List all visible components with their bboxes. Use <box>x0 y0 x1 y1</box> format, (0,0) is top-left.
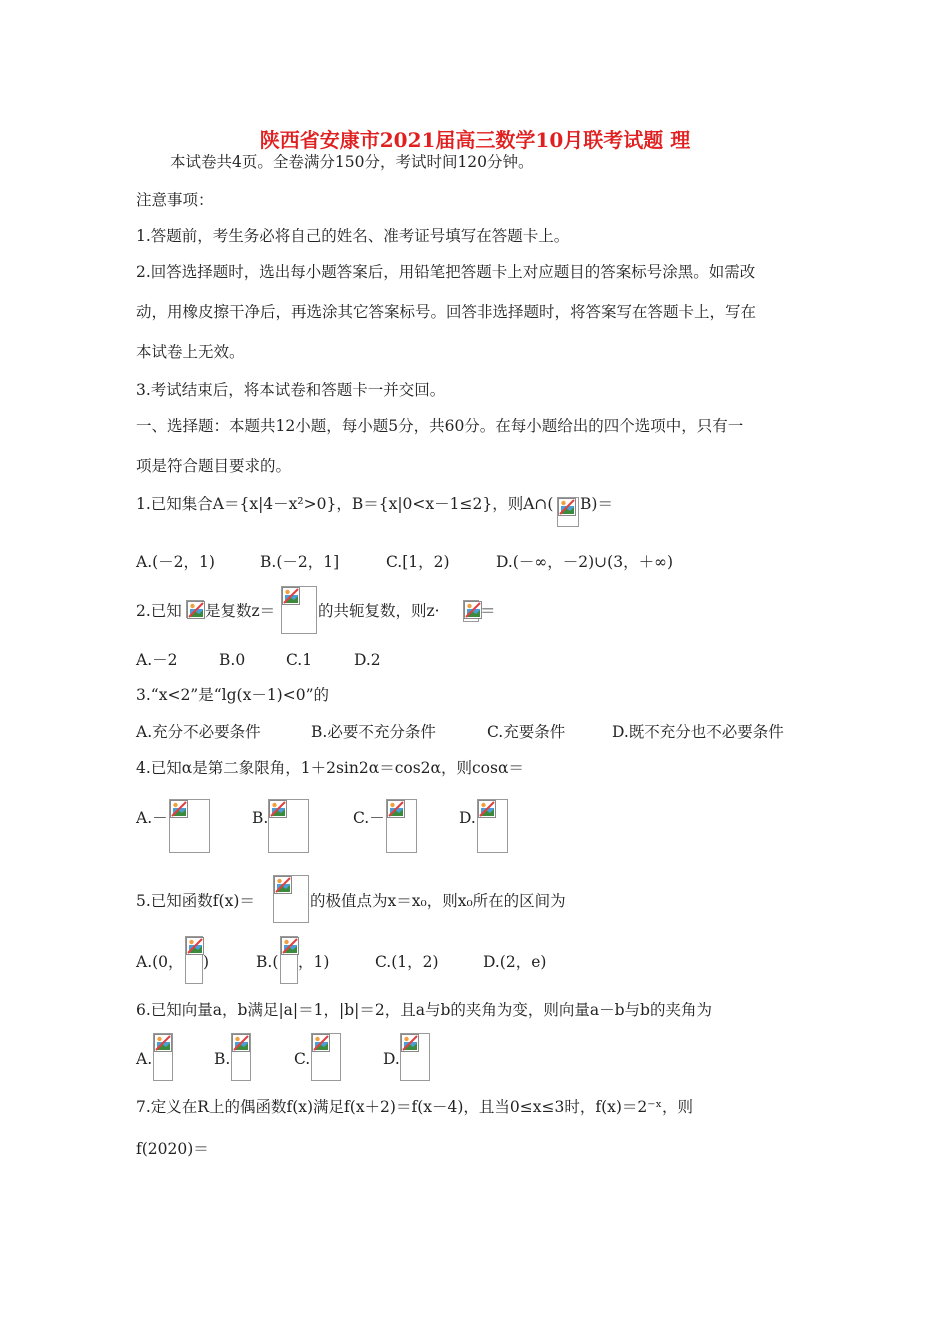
q6-stem: 6.已知向量a，b满足|a|＝1，|b|＝2，且a与b的夹角为变，则向量a－b与b的夹角为 <box>136 1001 712 1019</box>
q5-option: A.(0， <box>136 953 184 971</box>
q7-stem: 7.定义在R上的偶函数f(x)满足f(x＋2)＝f(x－4)，且当0≤x≤3时，f(x)＝2⁻ˣ，则 <box>136 1098 694 1116</box>
q1-option: A.(－2，1) <box>136 553 215 571</box>
q1-option: C.[1，2) <box>386 553 450 571</box>
q4-option: D. <box>459 809 476 827</box>
q5-option: D.(2，e) <box>483 953 547 971</box>
broken-image-icon <box>311 1033 341 1081</box>
broken-image-icon <box>185 936 203 984</box>
q4-stem: 4.已知α是第二象限角，1＋2sin2α＝cos2α，则cosα＝ <box>136 759 524 777</box>
q2-stem: 2.已知 <box>136 602 182 620</box>
q6-option: B. <box>214 1050 231 1068</box>
q3-option: D.既不充分也不必要条件 <box>612 723 784 741</box>
q1-option: D.(－∞，－2)∪(3，＋∞) <box>496 553 674 571</box>
q6-option: D. <box>383 1050 400 1068</box>
broken-image-icon <box>477 799 508 853</box>
q5-stem: 的极值点为x＝x₀，则x₀所在的区间为 <box>310 892 566 910</box>
section-heading: 一、选择题：本题共12小题，每小题5分，共60分。在每小题给出的四个选项中，只有一 <box>136 417 744 435</box>
notes-heading: 注意事项： <box>136 191 214 209</box>
q1-stem-end: B)＝ <box>580 495 613 513</box>
q4-option: C.－ <box>353 809 385 827</box>
note-line: 2.回答选择题时，选出每小题答案后，用铅笔把答题卡上对应题目的答案标号涂黑。如需改 <box>136 263 756 281</box>
broken-image-icon <box>557 497 579 527</box>
broken-image-icon <box>281 586 317 634</box>
page-title: 陕西省安康市2021届高三数学10月联考试题 理 <box>259 128 691 152</box>
q2-option: A.－2 <box>136 651 178 669</box>
q3-option: C.充要条件 <box>487 723 566 741</box>
broken-image-icon <box>463 600 479 622</box>
q2-option: D.2 <box>354 651 381 669</box>
note-line: 本试卷上无效。 <box>136 343 245 361</box>
q2-stem: 的共轭复数，则z· <box>318 602 440 620</box>
broken-image-icon <box>231 1033 251 1081</box>
q6-option: A. <box>136 1050 153 1068</box>
q2-stem: 是复数z＝ <box>205 602 276 620</box>
q3-stem: 3.“x<2”是“lg(x－1)<0”的 <box>136 686 330 704</box>
broken-image-icon <box>280 936 298 984</box>
q5-option: ，1) <box>298 953 330 971</box>
intro-text: 本试卷共4页。全卷满分150分，考试时间120分钟。 <box>170 153 534 171</box>
broken-image-icon <box>400 1033 430 1081</box>
q2-option: C.1 <box>286 651 313 669</box>
q3-option: B.必要不充分条件 <box>311 723 436 741</box>
broken-image-icon <box>153 1033 173 1081</box>
q5-option: C.(1，2) <box>375 953 439 971</box>
q7-stem: f(2020)＝ <box>136 1140 209 1158</box>
q4-option: B. <box>252 809 269 827</box>
broken-image-icon <box>169 799 210 853</box>
q1-stem: 1.已知集合A＝{x|4－x²>0}，B＝{x|0<x－1≤2}，则A∩( <box>136 495 554 513</box>
q1-option: B.(－2，1] <box>260 553 340 571</box>
q6-option: C. <box>294 1050 311 1068</box>
broken-image-icon <box>386 799 417 853</box>
note-line: 1.答题前，考生务必将自己的姓名、准考证号填写在答题卡上。 <box>136 227 570 245</box>
q3-option: A.充分不必要条件 <box>136 723 261 741</box>
note-line: 动，用橡皮擦干净后，再选涂其它答案标号。回答非选择题时，将答案写在答题卡上，写在 <box>136 303 757 321</box>
q5-stem: 5.已知函数f(x)＝ <box>136 892 255 910</box>
q5-option: B.( <box>256 953 279 971</box>
q2-stem: ＝ <box>480 602 496 620</box>
section-heading: 项是符合题目要求的。 <box>136 457 292 475</box>
broken-image-icon <box>268 799 309 853</box>
q5-option: ) <box>203 953 210 971</box>
note-line: 3.考试结束后，将本试卷和答题卡一并交回。 <box>136 381 446 399</box>
broken-image-icon <box>273 875 309 923</box>
q4-option: A.－ <box>136 809 168 827</box>
q2-option: B.0 <box>219 651 246 669</box>
broken-image-icon <box>186 600 204 618</box>
